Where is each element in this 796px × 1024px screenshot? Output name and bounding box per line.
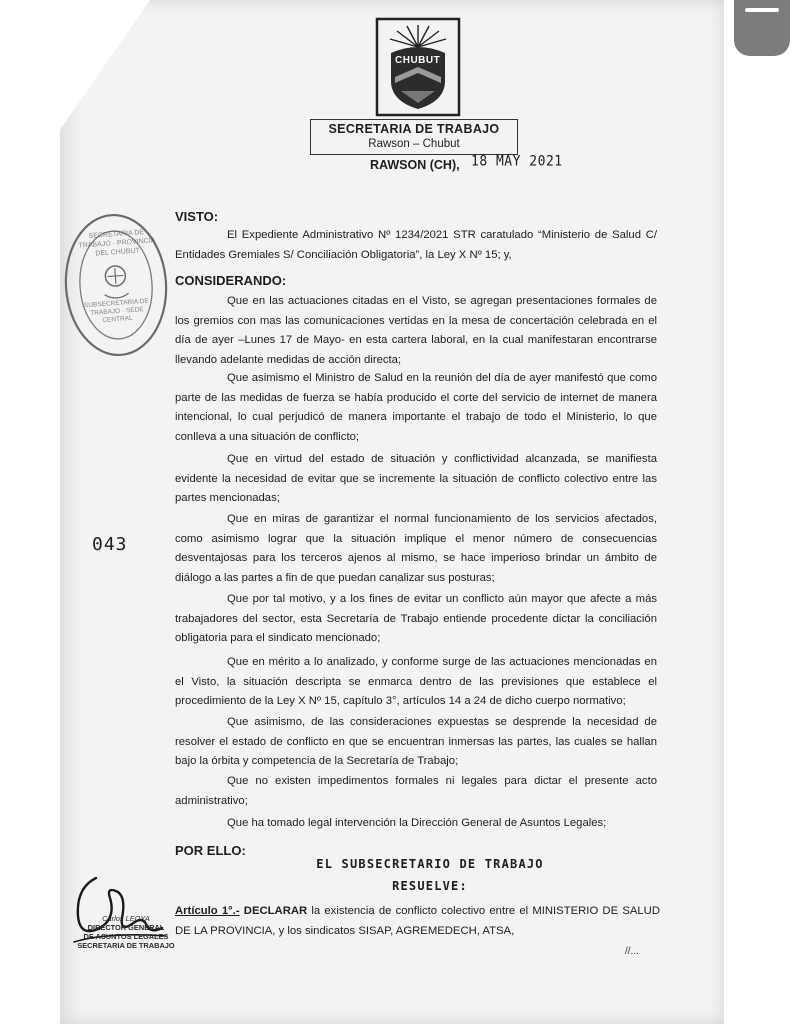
visto-heading: VISTO: — [175, 209, 219, 224]
signature-stamp — [70, 914, 182, 950]
date-stamp: 18 MAY 2021 — [471, 153, 563, 170]
right-background — [720, 0, 796, 1024]
signer-title-1: DIRECTOR GENERAL — [87, 923, 165, 932]
logo-label: CHUBUT — [395, 55, 441, 66]
menu-button[interactable] — [734, 0, 790, 56]
considerando-heading: CONSIDERANDO: — [175, 273, 287, 288]
authority-heading: EL SUBSECRETARIO DE TRABAJO — [316, 857, 544, 871]
considerando-paragraph: Que por tal motivo, y a los fines de evitar un conflicto aún mayor que afecte a más trabajadores del sector, esta Secretaría de Trabajo entiende procedente dictar la conciliación obligatoria para el sindicato mencionado; — [175, 593, 657, 644]
visto-text: El Expediente Administrativo Nº 1234/2021 STR caratulado “Ministerio de Salud C/ Entidades Gremiales S/ Conciliación Obligatoria”, la Ley X Nº 15; y, — [175, 229, 657, 261]
article-1-text: la existencia de conflicto colectivo entre el MINISTERIO DE SALUD DE LA PROVINCIA, y los sindicatos SISAP, AGREMEDECH, ATSA, — [175, 905, 660, 937]
menu-bar-icon — [745, 8, 779, 12]
considerando-paragraph: Que asimismo, de las consideraciones expuestas se desprende la necesidad de resolver el estado de conflicto en que se encuentran inmersas las partes, las cuales se hallan bajo la órbita y competencia de la Secretaría de Trabajo; — [175, 716, 657, 767]
considerando-paragraph: Que en mérito a lo analizado, y conforme surge de las actuaciones mencionadas en el Visto, la situación descripta se enmarca dentro de las previsiones que establece el procedimiento de la Ley X Nº 15, capítulo 3°, artículos 14 a 24 de dicho cuerpo normativo; — [175, 656, 657, 707]
left-background — [0, 0, 62, 1024]
considerando-paragraph: Que en virtud del estado de situación y conflictividad alcanzada, se manifiesta evidente la necesidad de evitar que se incremente la situación de conflicto colectivo entre las partes mencionadas; — [175, 453, 657, 504]
considerando-paragraph: Que asimismo el Ministro de Salud en la reunión del día de ayer manifestó que como parte de las medidas de fuerza se había producido el corte del servicio de internet de manera intencional, lo cual perjudicó de manera importante el trabajo de todo el Ministerio, lo que conlleva a una situación de conflicto; — [175, 372, 657, 443]
considerando-paragraph: Que no existen impedimentos formales ni legales para dictar el presente acto administrativo; — [175, 775, 657, 807]
office-title: SECRETARIA DE TRABAJO — [328, 122, 500, 136]
signer-title-3: SECRETARIA DE TRABAJO — [77, 941, 175, 950]
continuation-mark: //... — [625, 946, 639, 957]
folded-corner — [60, 0, 150, 130]
considerando-paragraph: Que ha tomado legal intervención la Dirección General de Asuntos Legales; — [227, 817, 607, 829]
resuelve-heading: RESUELVE: — [392, 879, 468, 893]
signer-title-2: DE ASUNTOS LEGALES — [83, 932, 169, 941]
office-location: Rawson – Chubut — [368, 138, 460, 150]
article-1-label: Artículo 1°.- — [175, 905, 240, 917]
seal-inner-text: SUBSECRETARIA DE TRABAJO · SEDE CENTRAL — [83, 297, 150, 325]
article-1 — [175, 902, 660, 941]
seal-outer-text: SECRETARIA DE TRABAJO · PROVINCIA DEL CHUBUT — [78, 229, 156, 258]
margin-page-number: 043 — [92, 534, 128, 555]
signer-name: Carlos LEOYA — [102, 914, 150, 923]
considerando-paragraph: Que en las actuaciones citadas en el Visto, se agregan presentaciones formales de los gremios con mas las comunicaciones vertidas en la mesa de concertación celebrada en el día de ayer –Lunes 17 de Mayo- en esta cartera laboral, en la cual manifestaran encontrarse llevando adelante medidas de acción directa; — [175, 295, 657, 366]
chubut-shield-logo — [375, 17, 461, 117]
considerando-paragraph: Que en miras de garantizar el normal funcionamiento de los servicios afectados, como asimismo lograr que la situación implique el menor número de consecuencias desventajosas para los terceros ajenos al mismo, se hace imperioso brindar un ámbito de diálogo a las partes a fin de que puedan canalizar sus posturas; — [175, 513, 657, 584]
office-header — [310, 119, 518, 155]
article-1-verb: DECLARAR — [243, 905, 308, 917]
por-ello-heading: POR ELLO: — [175, 843, 246, 858]
city-line: RAWSON (CH), — [370, 158, 460, 172]
